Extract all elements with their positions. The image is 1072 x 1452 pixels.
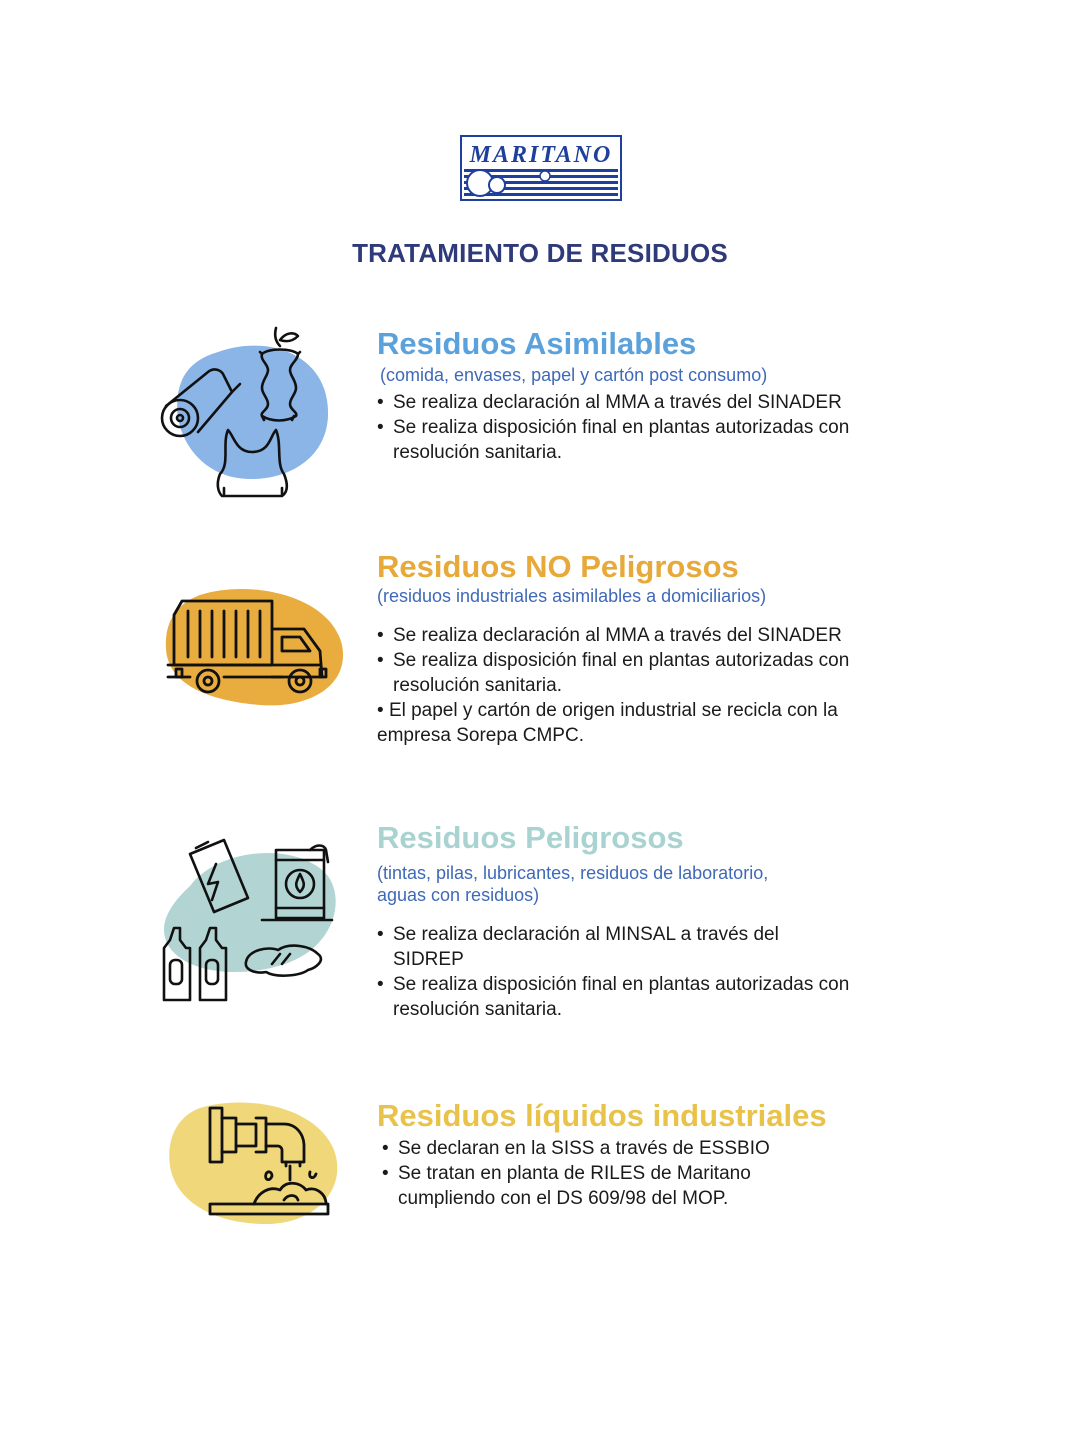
- list-item: • Se realiza disposición final en plantas autorizadas con resolución sanitaria.: [377, 648, 868, 698]
- section-heading: Residuos Peligrosos: [377, 820, 684, 855]
- list-item-text: El papel y cartón de origen industrial se recicla con la empresa Sorepa CMPC.: [377, 700, 838, 746]
- section-residuos-liquidos-industriales: [0, 1094, 1072, 1244]
- blob: [169, 1102, 337, 1224]
- section-residuos-peligrosos: [0, 818, 1072, 1018]
- no-peligrosos-illustration: [160, 585, 346, 715]
- asimilables-illustration: [158, 324, 338, 504]
- section-subtitle: (tintas, pilas, lubricantes, residuos de laboratorio,: [377, 863, 769, 883]
- section-subtitle: (residuos industriales asimilables a domiciliarios): [377, 586, 767, 606]
- list-item: • Se realiza declaración al MINSAL a través del SIDREP: [377, 922, 793, 972]
- section-subtitle: aguas con residuos): [377, 885, 540, 905]
- section-residuos-asimilables: [0, 320, 1072, 510]
- list-item: • Se realiza disposición final en plantas autorizadas con resolución sanitaria.: [377, 972, 868, 1022]
- section-heading: Residuos líquidos industriales: [377, 1098, 827, 1133]
- blob: [177, 346, 328, 479]
- peligrosos-illustration: [160, 836, 340, 1008]
- section-heading: Residuos Asimilables: [377, 326, 697, 361]
- section-residuos-no-peligrosos: [0, 545, 1072, 755]
- section-heading: Residuos NO Peligrosos: [377, 549, 739, 584]
- bullet-list: [377, 390, 868, 465]
- list-item: • El papel y cartón de origen industrial se recicla con la empresa Sorepa CMPC.: [377, 700, 838, 746]
- liquidos-illustration: [166, 1100, 342, 1230]
- bullet-list: [382, 1136, 827, 1211]
- bullet-list: [377, 623, 892, 748]
- bullet-list: [377, 922, 868, 1022]
- section-subtitle: (comida, envases, papel y cartón post consumo): [380, 365, 768, 385]
- list-item: • Se realiza declaración al MMA a través del SINADER: [377, 623, 892, 648]
- list-item: • Se realiza declaración al MMA a través del SINADER: [377, 390, 868, 415]
- maritano-logo: [460, 135, 622, 201]
- svg-text:MARITANO: MARITANO: [469, 142, 613, 168]
- page-title: TRATAMIENTO DE RESIDUOS: [352, 238, 728, 268]
- list-item: • Se realiza disposición final en plantas autorizadas con resolución sanitaria.: [377, 415, 868, 465]
- list-item: • Se tratan en planta de RILES de Maritano cumpliendo con el DS 609/98 del MOP.: [382, 1161, 798, 1211]
- list-item: • Se declaran en la SISS a través de ESSBIO: [382, 1136, 827, 1161]
